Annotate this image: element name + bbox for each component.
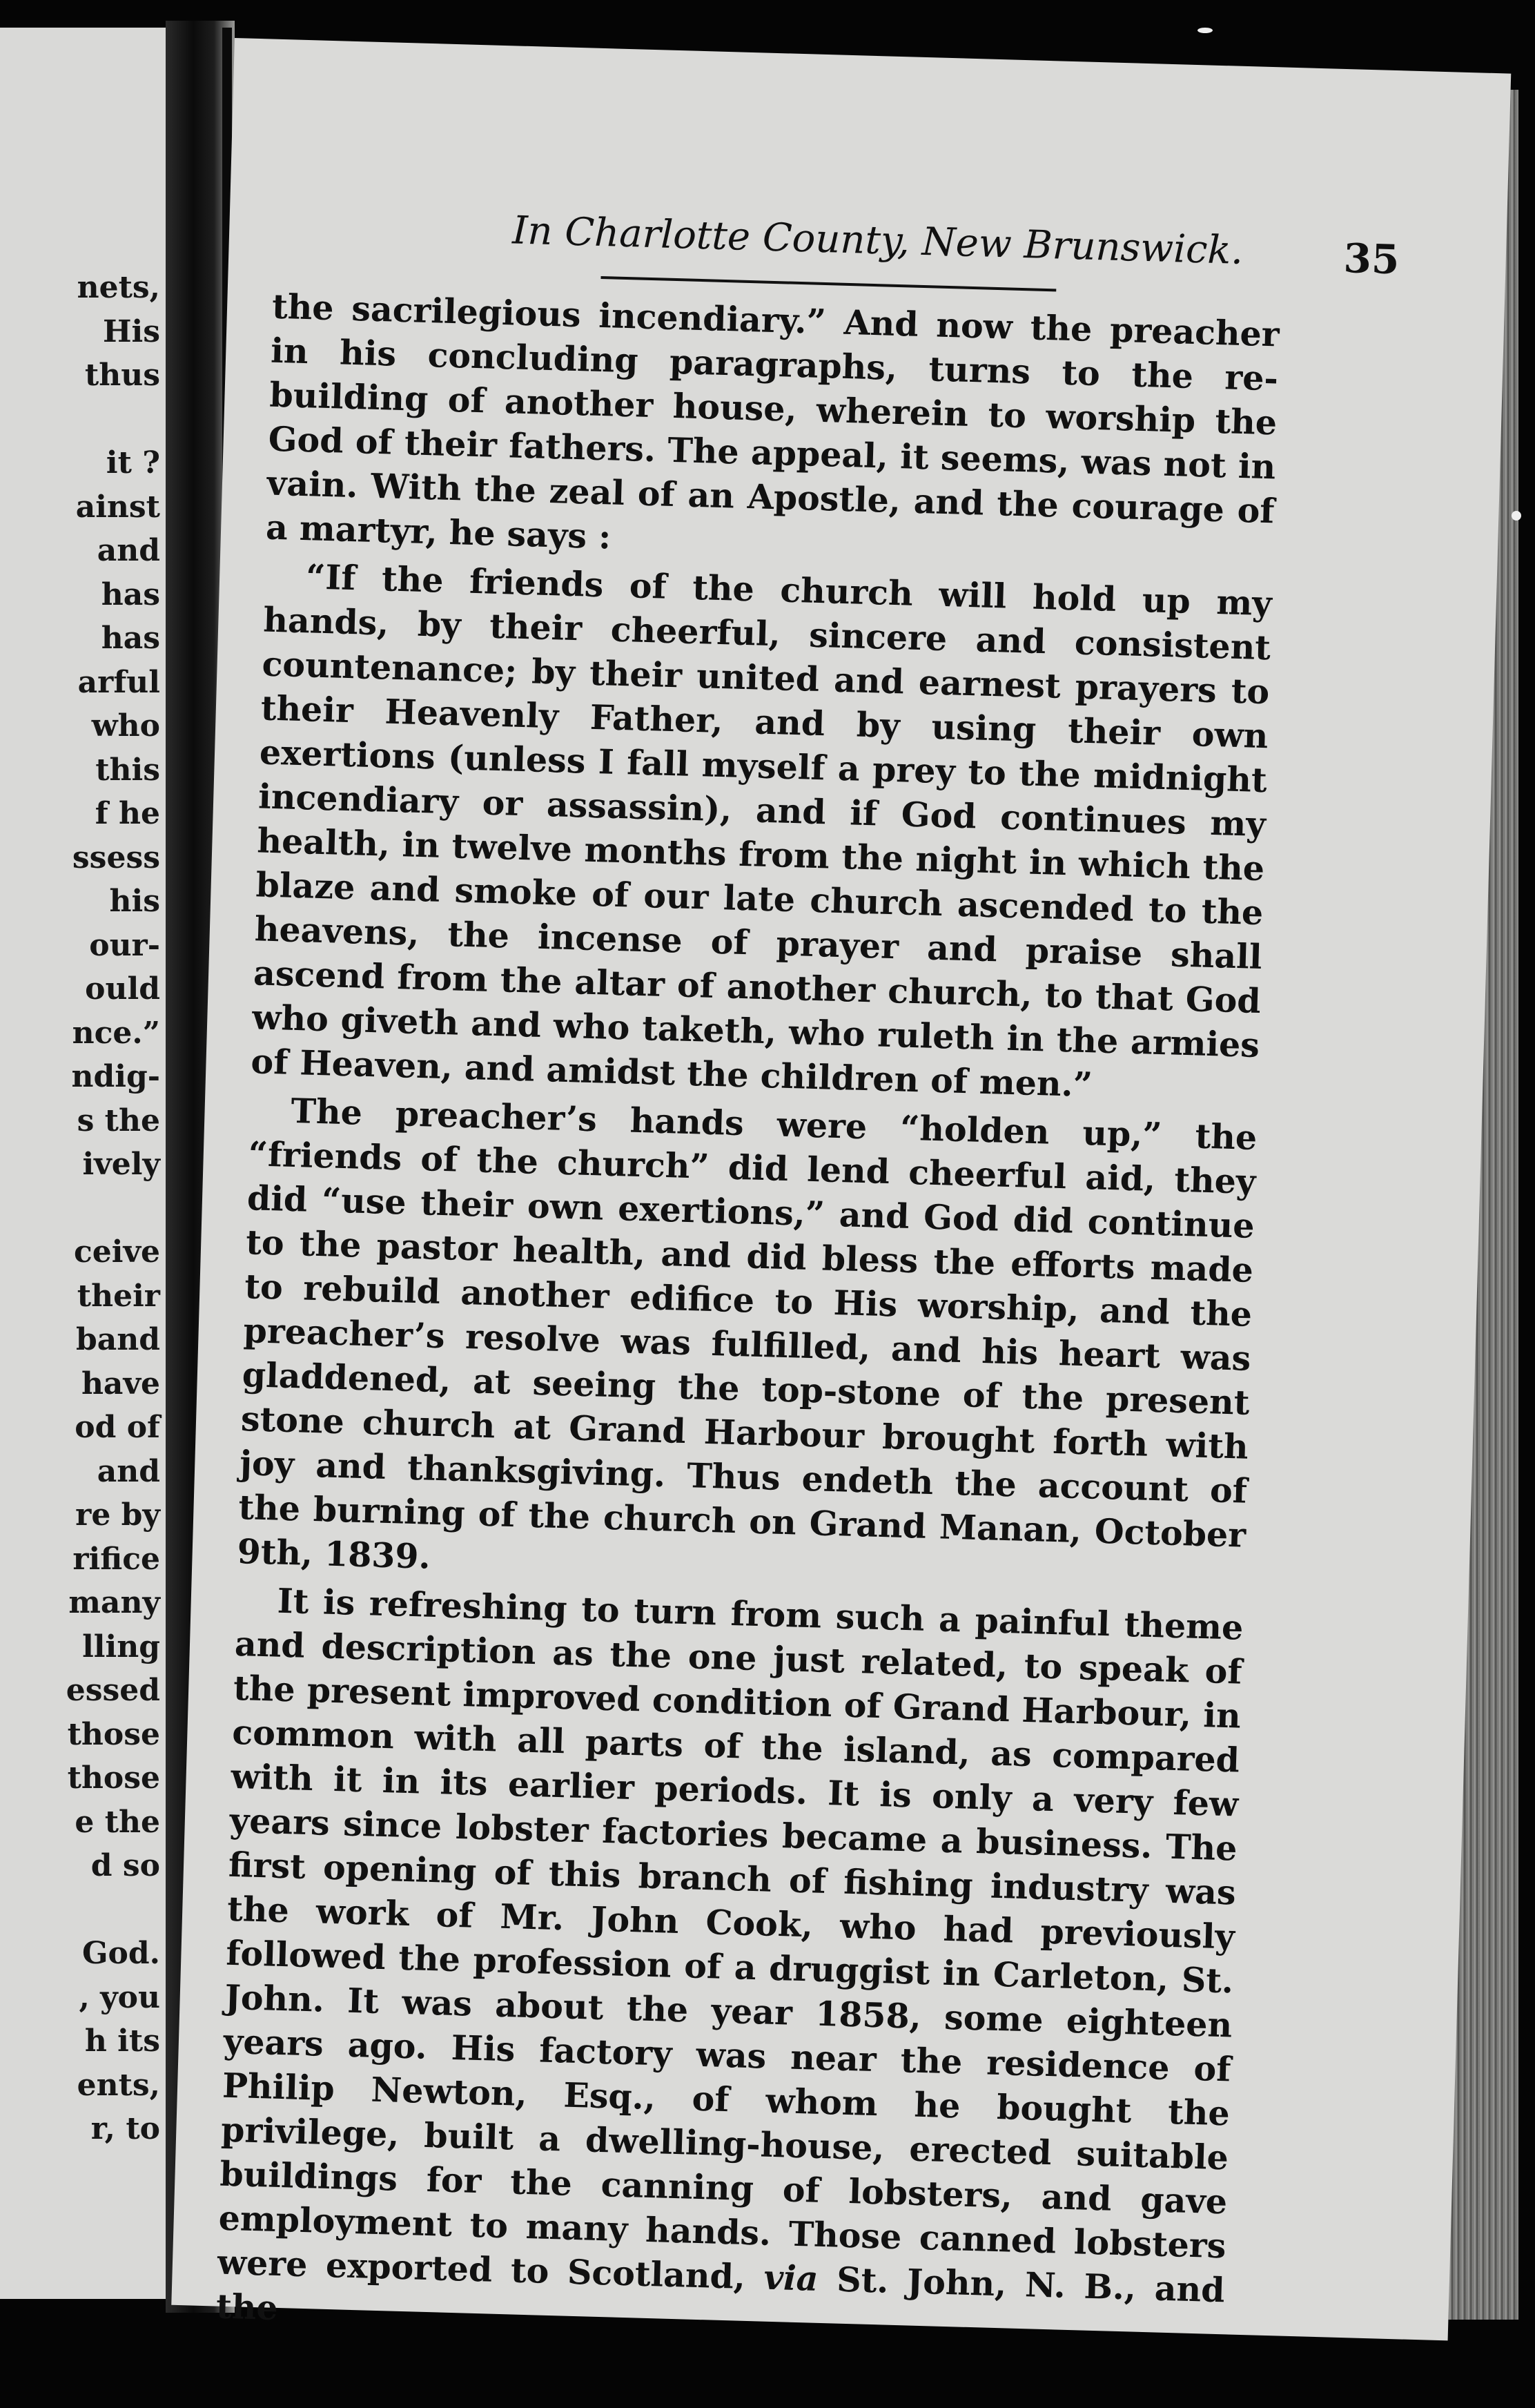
left-page-line: od of	[75, 1410, 160, 1445]
left-page-line: ould	[85, 971, 160, 1007]
left-page-line: thus	[84, 358, 160, 393]
scan-speck	[1197, 28, 1213, 33]
left-page-line: lling	[82, 1629, 160, 1664]
left-page-line: has	[101, 576, 160, 612]
body-text	[215, 284, 1280, 2357]
paragraph-1: the sacrilegious incendiary.” And now the preacher in his concluding paragraphs, turns to the re-building of another house, wherein to worship the God of their fathers. The appeal, it seems, was not in vain. With the zeal of an Apostle, and the courage of a martyr, he says :	[265, 286, 1280, 557]
left-page-line: has	[101, 621, 160, 656]
left-page-line: who	[91, 708, 160, 744]
left-page-line	[0, 1187, 160, 1231]
left-page-line: , you	[79, 1979, 160, 2015]
left-page-line: ainst	[75, 489, 160, 525]
running-head-rule	[600, 276, 1056, 291]
page-number: 35	[1342, 234, 1400, 284]
right-page	[171, 38, 1511, 2340]
left-page-line: and	[97, 1453, 160, 1489]
left-page-line: those	[67, 1716, 160, 1752]
left-page-line: many	[68, 1585, 160, 1620]
left-page-line: it ?	[106, 445, 160, 480]
left-page-line: have	[81, 1366, 160, 1401]
left-page-line: band	[75, 1322, 160, 1357]
left-page-line: e the	[75, 1804, 160, 1840]
quoted-paragraph: “If the friends of the church will hold up my hands, by their cheerful, sincere and consistent countenance; by their united and earnest prayers to their Heavenly Father, and by using their own exertions (unless I fall myself a prey to the midnight incendiary or assassin), and if God continues my health, in twelve months from the night in which the blaze and smoke of our late church ascended to the heavens, the incense of prayer and praise shall ascend from the altar of another church, to that God who giveth and who taketh, who ruleth in the armies of Heaven, and amidst the children of men.”	[250, 556, 1273, 1105]
left-page-line: h its	[84, 2023, 160, 2059]
left-page-line: arful	[77, 664, 160, 700]
left-page-line: ively	[82, 1147, 160, 1182]
left-page-text-column	[0, 266, 160, 2151]
left-page-line: their	[77, 1278, 160, 1314]
left-page-line: our-	[89, 927, 160, 963]
left-page-line: ndig-	[71, 1059, 160, 1094]
left-page-line: rifice	[72, 1541, 160, 1577]
left-page	[0, 28, 173, 2299]
left-page-line: and	[97, 533, 160, 568]
left-page-line	[0, 1888, 160, 1932]
left-page-line: his	[109, 884, 160, 919]
left-page-line: ents,	[77, 2067, 160, 2103]
scan-speck	[1512, 511, 1521, 521]
left-page-line: re by	[75, 1497, 160, 1533]
left-page-line: God.	[81, 1936, 160, 1971]
left-page-line: f he	[95, 796, 160, 831]
left-page-line: nce.”	[72, 1015, 160, 1051]
left-page-line: r, to	[90, 2111, 160, 2146]
left-page-line	[0, 398, 160, 442]
left-page-line: those	[67, 1760, 160, 1796]
paragraph-3: The preacher’s hands were “holden up,” the “friends of the church” did lend cheerful aid, they did “use their own exertions,” and God did continue to the pastor health, and did bless the efforts made to rebuild another edifice to His worship, and the preacher’s resolve was fulfilled, and his heart was gladdened, at seeing the top-stone of the present stone church at Grand Harbour brought forth with joy and thanksgiving. Thus endeth the account of the burning of the church on Grand Manan, October 9th, 1839.	[236, 1090, 1258, 1577]
left-page-line: nets,	[77, 270, 160, 305]
italic-via: via	[763, 2257, 819, 2299]
left-page-line: essed	[66, 1673, 160, 1708]
left-page-line: s the	[77, 1103, 160, 1138]
left-page-line: ceive	[73, 1234, 160, 1270]
paragraph-4-text: It is refreshing to turn from such a painful theme and description as the one just related, to speak of the present improved condition of Grand Harbour, in common with all parts of the island, as compared with it in its earlier periods. It is only a very few years since lobster factories became a business. The first opening of this branch of fishing industry was the work of Mr. John Cook, who had previously followed the profession of a druggist in Carleton, St. John. It was about the year 1858, some eighteen years ago. His factory was near the residence of Philip Newton, Esq., of whom he bought the privilege, built a dwelling-house, erected suitable buildings for the canning of lobsters, and gave employment to many hands. Those canned lobsters were exported to Scotland,	[217, 1580, 1244, 2298]
paragraph-4	[215, 1577, 1244, 2356]
left-page-line: His	[102, 313, 160, 349]
left-page-line: this	[95, 752, 160, 788]
running-head: In Charlotte County, New Brunswick.	[511, 208, 1244, 273]
paragraph-4-tail: St. John, N. B., and the	[215, 2258, 1226, 2329]
left-page-line: ssess	[72, 839, 160, 875]
left-page-line: d so	[90, 1848, 160, 1883]
